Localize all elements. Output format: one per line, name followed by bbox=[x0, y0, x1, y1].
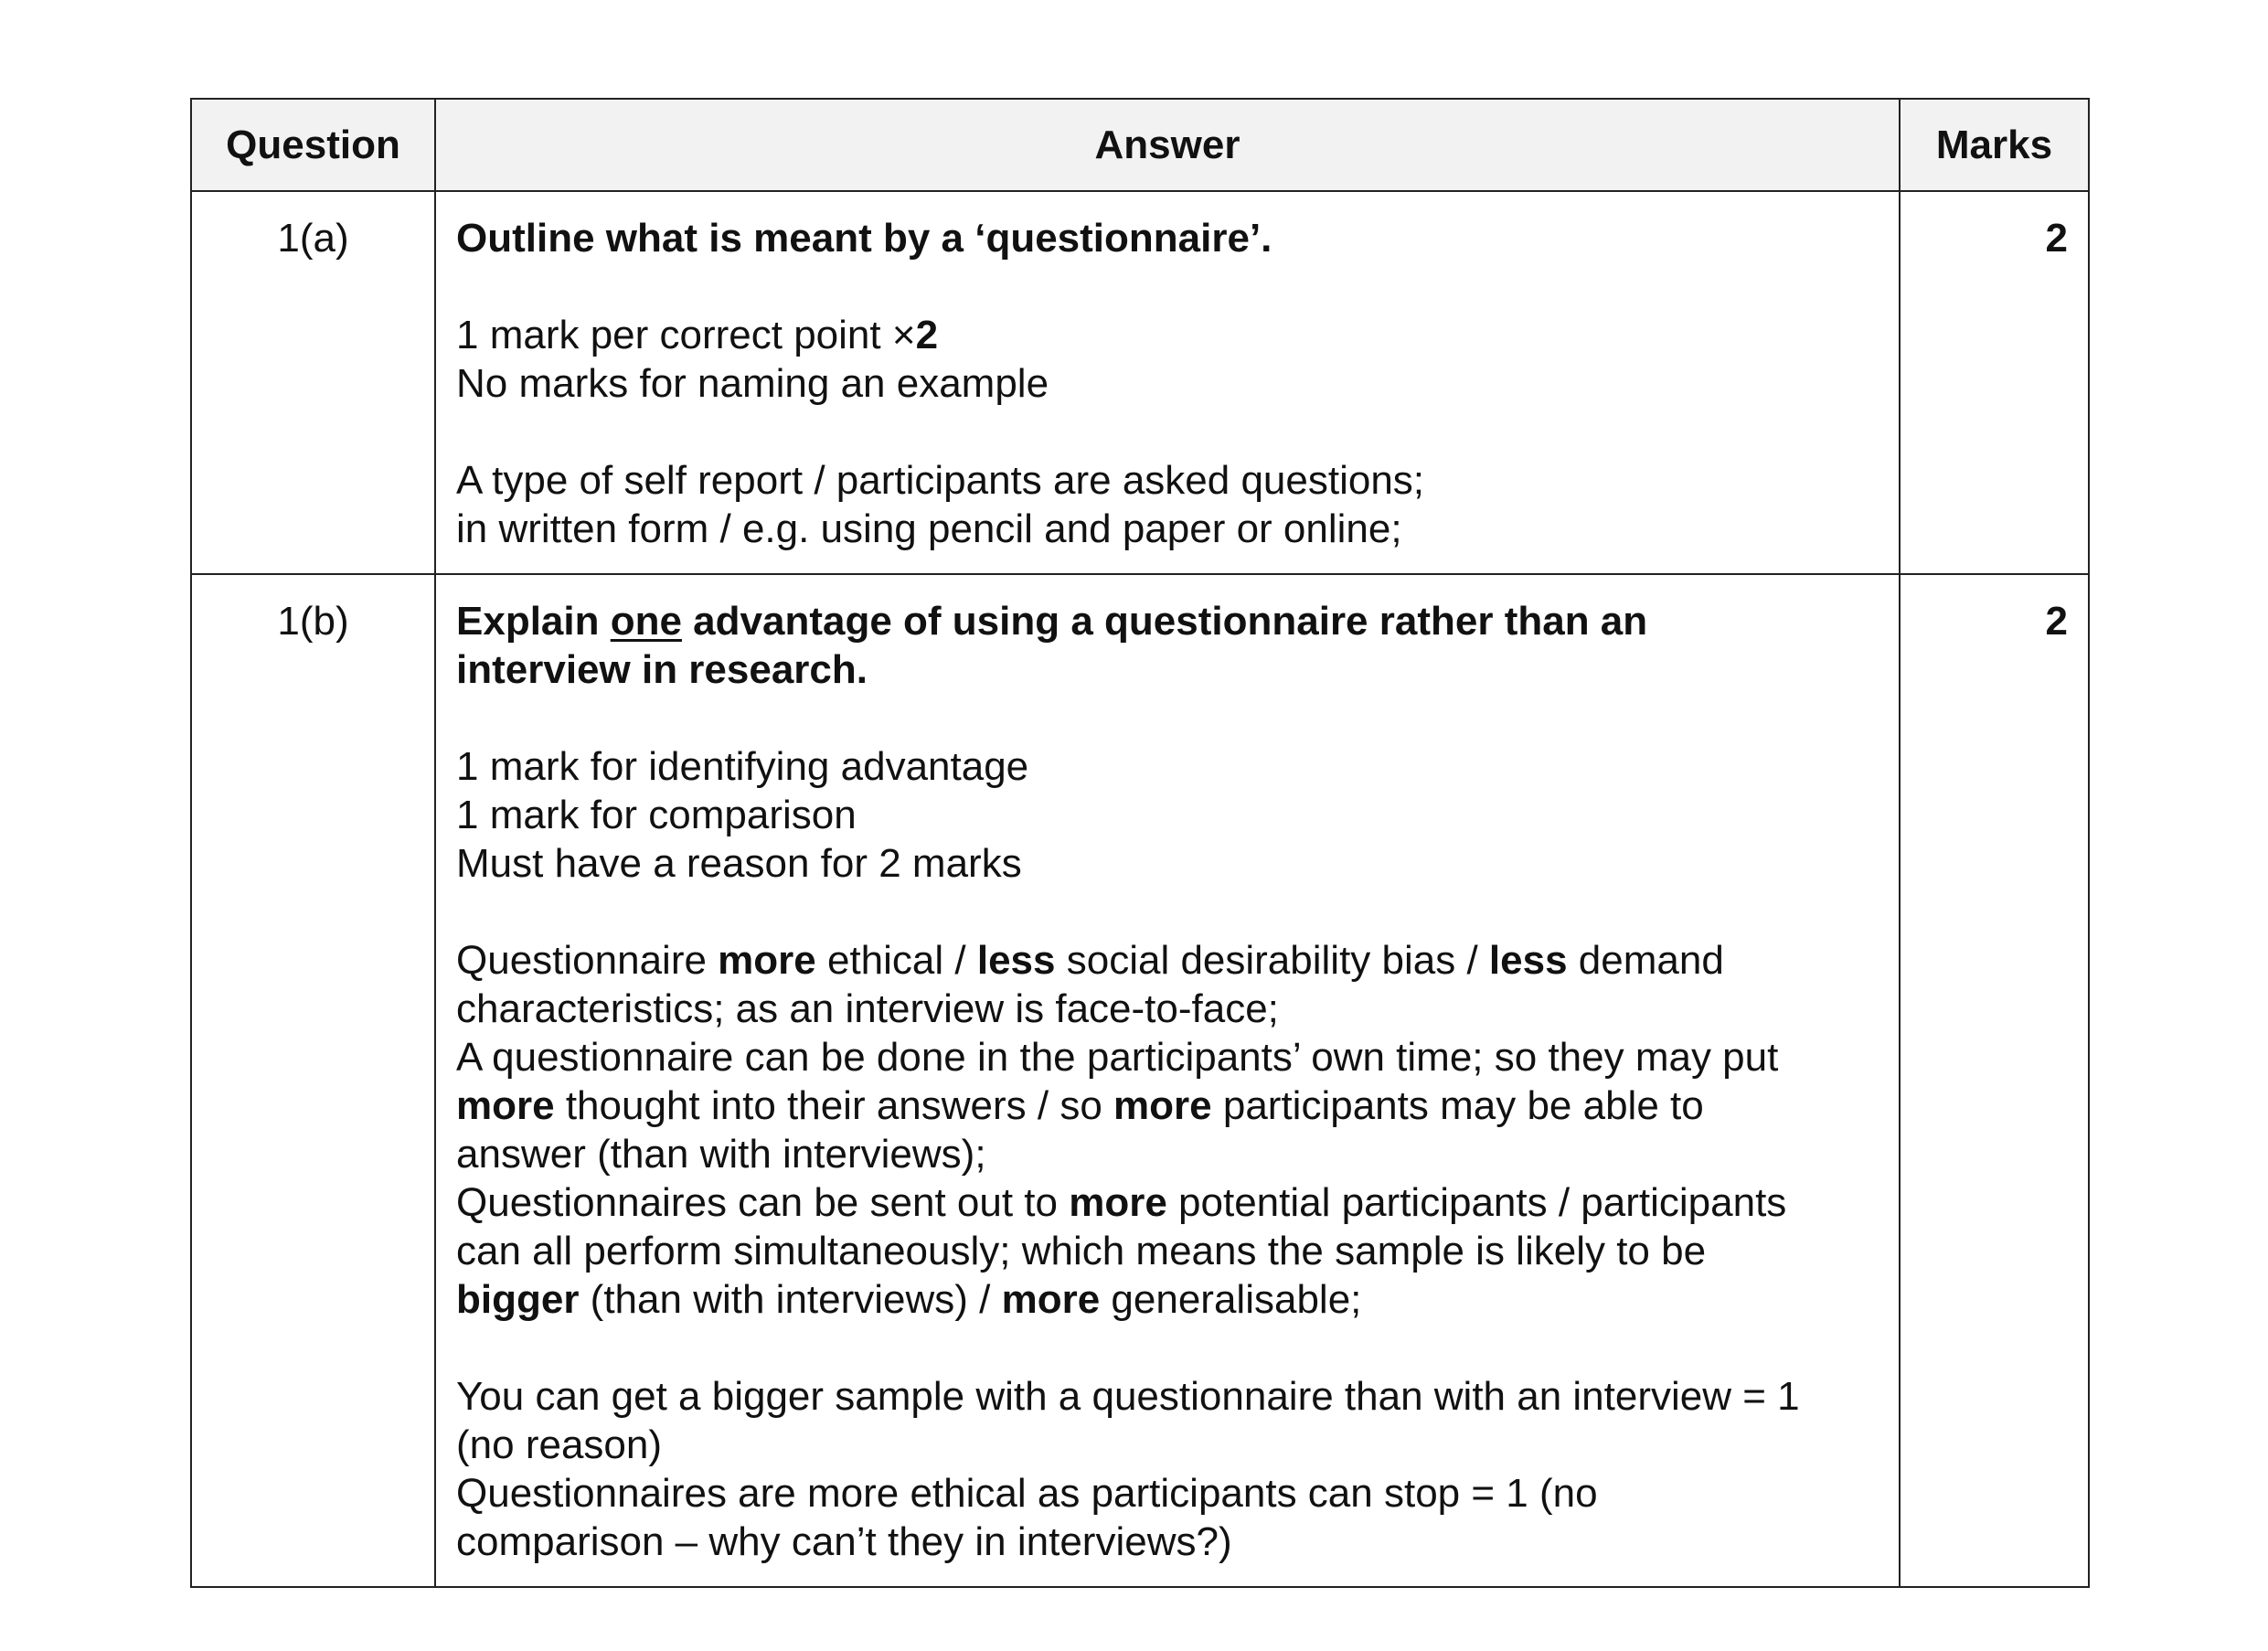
answer-point: in written form / e.g. using pencil and paper or online; bbox=[456, 506, 1402, 551]
answer-point: answer (than with interviews); bbox=[456, 1132, 986, 1177]
marking-guidance: 1 mark for identifying advantage bbox=[456, 744, 1029, 789]
question-number: 1(b) bbox=[191, 574, 435, 1587]
answer-point: can all perform simultaneously; which means the sample is likely to be bbox=[456, 1229, 1707, 1273]
question-prompt: Outline what is meant by a ‘questionnaire’. bbox=[456, 216, 1272, 261]
question-number: 1(a) bbox=[191, 191, 435, 574]
answer-points bbox=[456, 936, 1879, 1324]
question-prompt: Explain one advantage of using a questionnaire rather than an bbox=[456, 599, 1648, 644]
example-response: comparison – why can’t they in interviews?) bbox=[456, 1519, 1232, 1564]
marking-guidance: No marks for naming an example bbox=[456, 361, 1049, 406]
answer-cell bbox=[435, 191, 1900, 574]
answer-cell bbox=[435, 574, 1900, 1587]
answer-point: A questionnaire can be done in the participants’ own time; so they may put bbox=[456, 1035, 1779, 1080]
table-row bbox=[191, 191, 2089, 574]
table-row bbox=[191, 574, 2089, 1587]
table-header-row bbox=[191, 99, 2089, 191]
marking-guidance: Must have a reason for 2 marks bbox=[456, 841, 1022, 886]
mark-scheme-table bbox=[190, 98, 2090, 1588]
marks-value: 2 bbox=[1900, 191, 2089, 574]
answer-point: Questionnaire more ethical / less social desirability bias / less demand bbox=[456, 938, 1724, 983]
marking-guidance: 1 mark for comparison bbox=[456, 793, 857, 837]
question-prompt: interview in research. bbox=[456, 647, 868, 692]
example-response: You can get a bigger sample with a questionnaire than with an interview = 1 bbox=[456, 1374, 1800, 1419]
question-column-header: Question bbox=[191, 99, 435, 191]
marking-guidance: 1 mark per correct point ×2 bbox=[456, 313, 939, 357]
answer-point: characteristics; as an interview is face-to-face; bbox=[456, 986, 1279, 1031]
answer-point: bigger (than with interviews) / more generalisable; bbox=[456, 1277, 1362, 1322]
example-response: (no reason) bbox=[456, 1422, 663, 1467]
answer-point: more thought into their answers / so more participants may be able to bbox=[456, 1083, 1704, 1128]
answer-column-header: Answer bbox=[435, 99, 1900, 191]
answer-point: Questionnaires can be sent out to more potential participants / participants bbox=[456, 1180, 1787, 1225]
marks-column-header: Marks bbox=[1900, 99, 2089, 191]
marks-value: 2 bbox=[1900, 574, 2089, 1587]
example-response: Questionnaires are more ethical as participants can stop = 1 (no bbox=[456, 1471, 1598, 1516]
answer-point: A type of self report / participants are asked questions; bbox=[456, 458, 1425, 503]
